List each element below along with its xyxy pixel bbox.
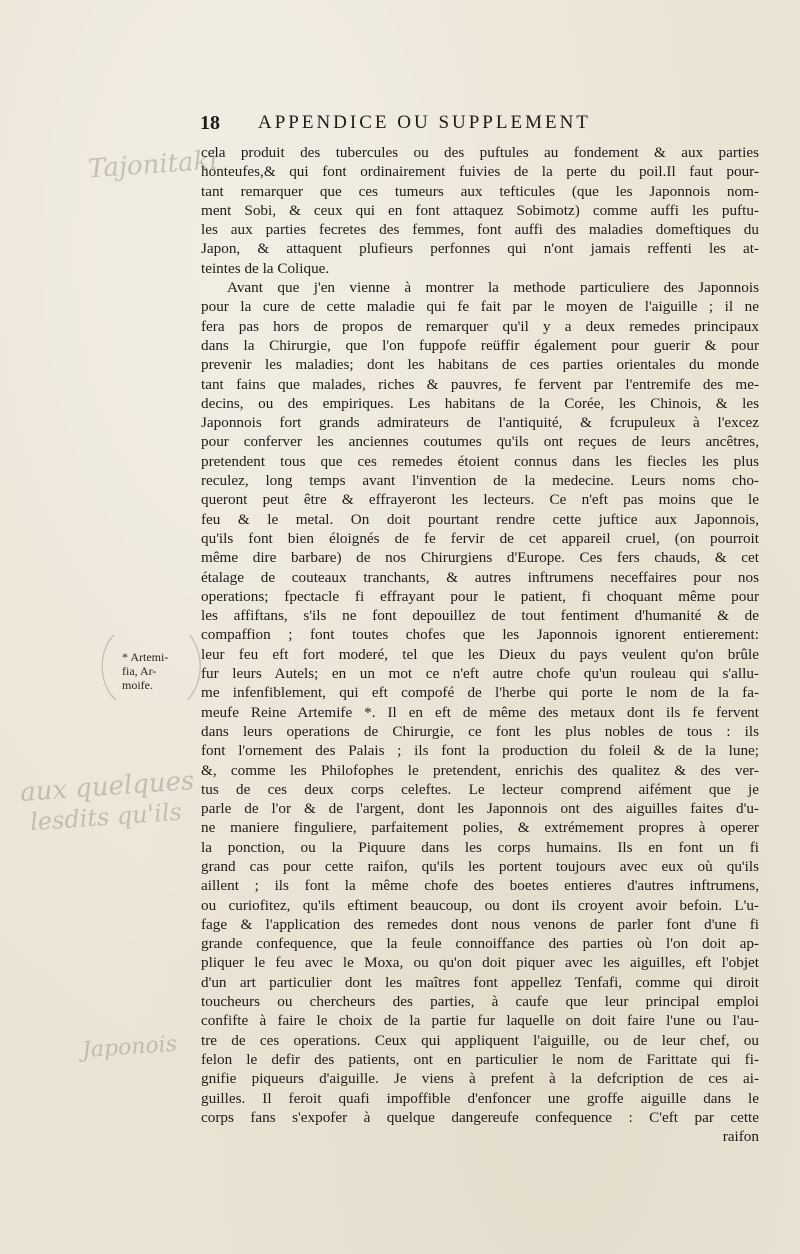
text-line: feu & le metal. On doit pourtant rendre cette juftice aux Japonnois, (201, 510, 759, 528)
text-line: fera pas hors de propos de remarquer qu'il y a deux remedes principaux (201, 317, 759, 335)
text-line: aillent ; ils font la même chofe des boetes entieres d'autres inftrumens, (201, 877, 759, 895)
text-line: Avant que j'en vienne à montrer la methode particuliere des Japonnois (227, 279, 759, 297)
text-line: queront peut être & effrayeront les lecteurs. Ce n'eft pas moins que le (201, 491, 759, 509)
text-line: tant fains que malades, riches & pauvres, fe fervent par l'entremife des me- (201, 375, 759, 393)
text-line: compaffion ; font toutes chofes que les Japonnois ignorent entierement: (201, 626, 759, 644)
page-header (200, 112, 760, 140)
text-line: confifte à faire le choix de la partie fur laquelle on doit faire l'une ou l'au- (201, 1012, 759, 1030)
text-line: guilles. Il feroit quafi impoffible d'enfoncer une groffe aiguille dans le (201, 1089, 759, 1107)
text-line: leur feu eft fort moderé, tel que les Dieux du pays veulent qu'on brûle (201, 645, 759, 663)
catchword: raifon (722, 1128, 759, 1146)
text-line: gnifie piqueurs d'aiguille. Je viens à prefent à la defcription de ces ai- (201, 1070, 759, 1088)
text-line: toucheurs ou chercheurs des parties, à caufe que leur principal emploi (201, 993, 759, 1011)
text-line: font l'ornement des Palais ; ils font la production du foleil & de la lune; (201, 742, 759, 760)
handwritten-note: lesdits qu'ils (29, 797, 183, 837)
text-line: dans leurs operations de Chirurgie, ce font les plus nobles de tous : ils (201, 722, 759, 740)
text-line: tant remarquer que ces tumeurs aux tefticules (que les Japonnois nom- (201, 182, 759, 200)
text-line: qu'ils font bien éloignés de fe fervir de cet appareil cruel, (on pourroit (201, 529, 759, 547)
text-line: dans la Chirurgie, que l'on fuppofe reüffir également pour guerir & pour (201, 336, 759, 354)
text-line: pour la cure de cette maladie qui fe fait par le moyen de l'aiguille ; il ne (201, 298, 759, 316)
margin-note-line: moife. (122, 678, 153, 692)
text-line: honteufes,& qui font ordinairement fuivies de la perte du poil.Il faut pour- (201, 163, 759, 181)
text-line: Japonnois fort grands admirateurs de l'antiquité, & fcrupuleux à l'excez (201, 414, 759, 432)
text-line: les affiftans, s'ils ne font depouillez de tout fentiment d'humanité & de (201, 607, 759, 625)
text-line: les aux parties fecretes des femmes, font auffi des maladies domeftiques du (201, 221, 759, 239)
text-line: tre de ces operations. Ceux qui appliquent l'aiguille, ou de leur chef, ou (201, 1031, 759, 1049)
text-line: ne maniere finguliere, parfaitement polies, & extrémement propres à operer (201, 819, 759, 837)
text-line: &, comme les Philofophes le pretendent, enrichis des qualitez & des ver- (201, 761, 759, 779)
text-line: grande confequence, que la feule connoiffance des parties où l'on doit ap- (201, 935, 759, 953)
text-line: ou curiofitez, qu'ils eftiment beaucoup, ou dont ils croyent avoir befoin. L'u- (201, 896, 759, 914)
text-line: pour conferver les anciennes coutumes qu'ils ont reçues de leurs ancêtres, (201, 433, 759, 451)
handwritten-note: Japonois (81, 1031, 178, 1064)
text-line: cela produit des tubercules ou des puftules au fondement & aux parties (201, 144, 759, 161)
text-line: prevenir les maladies; dont les habitans de ces parties orientales du monde (201, 356, 759, 374)
text-line: parle de l'or & de l'argent, dont les Japonnois ont des aiguilles faites d'u- (201, 800, 759, 818)
text-line: corps fans s'expofer à quelque dangereufe confequence : C'eft par cette (201, 1108, 759, 1126)
text-line: pretendent tous que ces remedes étoient connus dans les fiecles les plus (201, 452, 759, 470)
text-line: me infenfiblement, qui eft compofé de l'herbe qui porte le nom de la fa- (201, 684, 759, 702)
running-head: APPENDICE OU SUPPLEMENT (258, 112, 591, 133)
margin-note-line: fia, Ar- (122, 664, 157, 678)
text-line: meufe Reine Artemife *. Il en eft de même des metaux dont ils fe fervent (201, 703, 759, 721)
text-line: decins, ou des empiriques. Les habitans de la Corée, les Chinois, & les (201, 394, 759, 412)
text-line: operations; fpectacle fi effrayant pour le patient, fi choquant même pour (201, 587, 759, 605)
handwritten-note: aux quelques (19, 765, 196, 809)
text-line: pliquer le feu avec le Moxa, ou qu'on doit piquer avec les aiguilles, eft l'objet (201, 954, 759, 972)
text-line: d'un art particulier dont les maîtres font appellez Tenfafi, comme qui diroit (201, 973, 759, 991)
handwritten-note: Tajonitaki (87, 145, 219, 185)
text-line: fage & l'application des remedes dont nous venons de parler font d'une fi (201, 915, 759, 933)
text-line: reculez, long temps avant l'invention de la medecine. Leurs noms cho- (201, 472, 759, 490)
body-text (201, 143, 759, 1146)
text-line: felon le defir des patients, ont en particulier le nom de Farittate qui fi- (201, 1050, 759, 1068)
text-line: ment Sobi, & ceux qui en font attaquez Sobimotz) comme auffi les puftu- (201, 201, 759, 219)
text-line: grand cas pour cette raifon, qu'ils les portent toujours avec eux où qu'ils (201, 857, 759, 875)
text-line: fur leurs Autels; en un mot ce n'eft autre chofe qu'un rouleau qui s'allu- (201, 665, 759, 683)
text-line: même dire barbare) de nos Chirurgiens d'Europe. Ces fers chauds, & cet (201, 549, 759, 567)
text-line: Japon, & attaquent plufieurs perfonnes qui n'ont jamais reffenti les at- (201, 240, 759, 258)
text-line: étalage de couteaux tranchants, & autres inftrumens neceffaires pour nos (201, 568, 759, 586)
text-line: la ponction, ou la Piquure dans les corps humains. Ils en font un fi (201, 838, 759, 856)
text-line: teintes de la Colique. (201, 259, 330, 277)
margin-footnote (122, 650, 192, 692)
margin-note-line: * Artemi- (122, 650, 169, 664)
text-line: tus de ces deux corps celeftes. Le lecteur comprend aifément que je (201, 780, 759, 798)
page-number: 18 (200, 112, 220, 134)
